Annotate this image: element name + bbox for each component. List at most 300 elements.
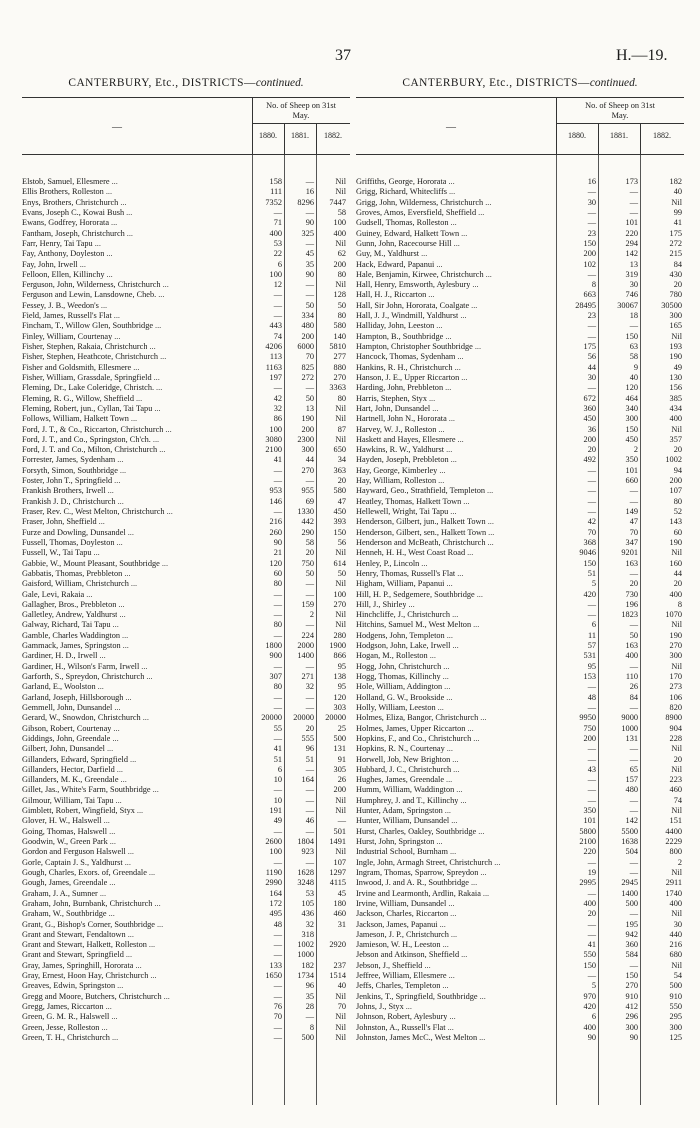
sheep-count-1880: —: [273, 311, 282, 321]
leader-dots: ...: [405, 1002, 412, 1011]
sheep-count-1882: Nil: [671, 960, 682, 970]
owner-name: Fincham, T., Willow Glen, Southbridge: [22, 321, 154, 331]
sheep-count-1880: 28495: [575, 300, 596, 310]
owner-name: Gallagher, Bros., Prebbleton: [22, 599, 117, 609]
sheep-count-1880: 22: [273, 249, 282, 259]
owner-name: Gudsell, Thomas, Rolleston: [356, 218, 449, 228]
table-row: [22, 497, 350, 507]
page-number: 37: [335, 47, 351, 64]
leader-dots: ...: [150, 971, 157, 981]
sheep-count-1880: 9046: [579, 548, 596, 558]
leader-dots: ...: [109, 837, 116, 846]
sheep-count-1881: —: [629, 857, 638, 867]
owner-name: Gillanders, Hector, Darfield: [22, 764, 115, 774]
table-row: [356, 940, 684, 950]
sheep-count-1881: 149: [625, 507, 638, 516]
sheep-count-1882: 193: [669, 342, 682, 351]
sheep-count-1880: 42: [587, 517, 596, 527]
owner-name: Jamieson, W. H., Leeston: [356, 940, 441, 950]
leader-dots: ...: [453, 764, 460, 774]
leader-dots: ...: [162, 280, 169, 290]
leader-dots: ...: [428, 393, 436, 403]
table-row: [22, 610, 350, 620]
sheep-count-1882: 125: [669, 1032, 682, 1042]
sheep-count-1880: 120: [269, 558, 282, 568]
table-row: [22, 940, 350, 950]
owner-name: Holmes, James, Upper Riccarton: [356, 723, 466, 733]
leader-dots: ...: [448, 971, 455, 981]
sheep-count-1881: 294: [625, 238, 638, 248]
sheep-count-1882: [316, 950, 348, 960]
sheep-count-1882: 277: [333, 352, 346, 362]
leader-dots: ...: [447, 1022, 454, 1032]
sheep-count-1882: 30: [673, 919, 682, 929]
right-year-1880: 1880.: [568, 131, 586, 140]
owner-name: Grant and Stewart, Springfield: [22, 950, 124, 960]
owner-name: Farr, Henry, Tai Tapu: [22, 238, 93, 248]
sheep-count-1881: 2945: [621, 878, 638, 888]
sheep-count-1880: 95: [587, 661, 596, 671]
owner-name: Gardiner, H., Wilson's Farm, Irwell: [22, 661, 140, 671]
sheep-count-1880: 23: [587, 311, 596, 321]
table-row: [22, 878, 350, 888]
sheep-count-1881: 50: [629, 630, 638, 640]
sheep-count-1881: —: [629, 806, 638, 816]
owner-name: Garforth, S., Spreydon, Christchurch: [22, 672, 145, 681]
owner-name: Fussell, W., Tai Tapu: [22, 548, 92, 558]
owner-name: Jeffree, William, Ellesmere: [356, 971, 447, 981]
owner-name: Hole, William, Addington: [356, 682, 443, 692]
sheep-count-1881: 2: [309, 610, 314, 620]
leader-dots: ...: [152, 785, 159, 795]
leader-dots: ...: [446, 692, 453, 702]
sheep-count-1881: 1400: [297, 651, 314, 661]
sheep-count-1882: 866: [333, 651, 346, 661]
sheep-count-1882: 99: [673, 207, 682, 217]
owner-name: Gaisford, William, Christchurch: [22, 579, 129, 589]
leader-dots: ...: [105, 1002, 112, 1011]
sheep-count-1880: —: [273, 300, 282, 310]
leader-dots: ...: [113, 311, 121, 321]
table-row: [356, 930, 684, 940]
leader-dots: ...: [119, 610, 126, 620]
right-title-text: CANTERBURY, Etc., DISTRICTS—: [402, 77, 590, 89]
leader-dots: ...: [108, 909, 115, 919]
sheep-count-1880: 3080: [265, 434, 282, 444]
sheep-count-1881: 2: [633, 445, 638, 455]
sheep-count-1881: 350: [625, 455, 638, 465]
sheep-count-1880: 200: [583, 733, 596, 743]
table-row: [356, 466, 684, 476]
sheep-count-1881: 50: [305, 393, 314, 403]
sheep-count-1881: 6000: [297, 342, 314, 351]
leader-dots: ...: [446, 775, 453, 785]
leader-dots: ...: [448, 414, 456, 424]
sheep-count-1880: 2100: [265, 445, 282, 455]
sheep-count-1880: —: [273, 950, 282, 960]
sheep-count-1882: 400: [669, 589, 682, 599]
table-row: [356, 548, 684, 558]
sheep-count-1880: —: [587, 383, 596, 393]
owner-name: Graham, W., Southbridge: [22, 909, 107, 919]
sheep-count-1881: 1734: [297, 971, 314, 981]
sheep-count-1882: 273: [669, 682, 682, 692]
sheep-count-1881: 436: [301, 909, 314, 919]
sheep-count-1881: 70: [629, 527, 638, 537]
leader-dots: ...: [471, 300, 478, 310]
table-row: [22, 394, 350, 404]
sheep-count-1880: 2100: [579, 837, 596, 846]
leader-dots: ...: [114, 702, 121, 712]
sheep-count-1880: 400: [269, 228, 282, 238]
sheep-count-1881: 50: [305, 300, 314, 310]
sheep-count-1880: 111: [270, 187, 282, 197]
owner-name: Gray, James, Springhill, Hororata: [22, 960, 134, 970]
sheep-count-1882: 100: [333, 589, 346, 599]
sheep-count-1882: 300: [669, 651, 682, 661]
sheep-count-1881: —: [629, 321, 638, 331]
sheep-count-1880: 90: [273, 537, 282, 547]
leader-dots: ...: [436, 321, 443, 331]
table-row: [356, 301, 684, 311]
table-row: [356, 187, 684, 197]
leader-dots: ...: [125, 950, 133, 960]
sheep-count-1881: 464: [625, 393, 638, 403]
owner-name: Fantham, Joseph, Christchurch: [22, 228, 125, 238]
owner-name: Gunn, John, Racecourse Hill: [356, 238, 452, 248]
owner-name: Forrester, James, Sydenham: [22, 455, 116, 465]
table-row: [22, 239, 350, 249]
owner-name: Henderson, Gilbert, jun., Halkett Town: [356, 517, 486, 527]
table-row: [356, 734, 684, 744]
sheep-count-1881: 412: [625, 1002, 638, 1011]
owner-name: Jackson, James, Papanui: [356, 919, 438, 929]
owner-name: Hawkins, R. W., Yaldhurst: [356, 445, 445, 455]
owner-name: Fleming, Robert, jun., Cyllan, Tai Tapu: [22, 403, 153, 413]
owner-name: Foster, John T., Springfield: [22, 476, 113, 486]
sheep-count-1880: 150: [583, 558, 596, 568]
sheep-count-1881: 16: [305, 187, 314, 197]
sheep-count-1882: Nil: [671, 909, 682, 919]
owner-name: Guiney, Edward, Halkett Town: [356, 228, 460, 238]
sheep-count-1881: 84: [629, 692, 638, 702]
owner-name: Hellewell, Wright, Tai Tapu: [356, 507, 449, 516]
sheep-count-1881: 2300: [297, 434, 314, 444]
sheep-count-1881: 142: [625, 249, 638, 259]
owner-name: Greaves, Edwin, Springston: [22, 981, 116, 991]
table-row: [356, 435, 684, 445]
sheep-count-1881: —: [305, 692, 314, 702]
table-row: [356, 785, 684, 795]
sheep-count-1882: 156: [669, 383, 682, 393]
sheep-count-1881: 1002: [297, 940, 314, 950]
sheep-count-1882: Nil: [335, 579, 346, 589]
leader-dots: ...: [125, 692, 132, 702]
sheep-count-1881: 1823: [621, 610, 638, 620]
sheep-count-1880: 158: [269, 177, 282, 186]
table-row: [356, 373, 684, 383]
left-year-1881: 1881.: [291, 131, 309, 140]
owner-name: Gabbie, W., Mount Pleasant, Southbridge: [22, 558, 160, 568]
sheep-count-1882: 200: [333, 785, 346, 795]
sheep-count-1882: 3363: [329, 383, 346, 393]
sheep-count-1880: 146: [269, 496, 282, 506]
table-row: [22, 693, 350, 703]
owner-name: Hartnell, John N., Hororata: [356, 414, 447, 424]
leader-dots: ...: [487, 537, 494, 547]
sheep-count-1880: —: [273, 692, 282, 702]
owner-name: Johns, J., Styx: [356, 1002, 404, 1011]
leader-dots: ...: [126, 228, 134, 238]
sheep-count-1880: 51: [587, 568, 596, 578]
sheep-count-1881: —: [629, 909, 638, 919]
table-row: [356, 806, 684, 816]
left-table-body: [22, 177, 350, 1043]
owner-name: Guy, M., Yaldhurst: [356, 249, 420, 259]
sheep-count-1880: —: [587, 476, 596, 486]
sheep-count-1880: —: [587, 682, 596, 692]
sheep-count-1882: 434: [669, 403, 682, 413]
sheep-count-1882: 20000: [325, 713, 346, 723]
table-row: [22, 889, 350, 899]
sheep-count-1881: 584: [625, 950, 638, 960]
sheep-count-1882: 295: [669, 1012, 682, 1022]
owner-name: Gillanders, Edward, Springfield: [22, 754, 128, 764]
sheep-count-1881: —: [305, 795, 314, 805]
owner-name: Hunter, Adam, Springston: [356, 806, 443, 816]
leader-dots: ...: [448, 898, 455, 908]
owner-name: Hogan, M., Rolleston: [356, 651, 428, 661]
leader-dots: ...: [451, 816, 458, 826]
table-row: [356, 992, 684, 1002]
leader-dots: ...: [436, 837, 443, 846]
sheep-count-1880: 970: [583, 991, 596, 1001]
sheep-count-1882: 80: [337, 393, 346, 403]
sheep-count-1881: 47: [629, 517, 638, 527]
leader-dots: ...: [103, 816, 110, 826]
sheep-count-1881: 271: [301, 672, 314, 681]
owner-name: Hill, J., Shirley: [356, 599, 407, 609]
leader-dots: ...: [111, 218, 118, 228]
sheep-count-1881: 8: [309, 1022, 314, 1032]
table-row: [22, 198, 350, 208]
sheep-count-1880: 2995: [579, 878, 596, 888]
sheep-count-1880: 307: [269, 672, 282, 681]
sheep-count-1882: 95: [337, 661, 346, 671]
sheep-count-1880: —: [587, 507, 596, 516]
sheep-count-1880: 5: [591, 981, 596, 991]
table-row: [22, 187, 350, 197]
sheep-count-1881: 182: [301, 960, 314, 970]
sheep-count-1882: Nil: [671, 331, 682, 341]
sheep-count-1882: 54: [673, 971, 682, 981]
sheep-count-1882: 140: [333, 331, 346, 341]
sheep-count-1881: —: [305, 383, 314, 393]
left-title-italic: continued.: [255, 77, 304, 89]
sheep-count-1881: 58: [305, 537, 314, 547]
leader-dots: ...: [156, 919, 164, 929]
owner-name: Ingram, Thomas, Sparrow, Spreydon: [356, 867, 479, 877]
table-row: [22, 981, 350, 991]
sheep-count-1880: 153: [583, 672, 596, 681]
sheep-count-1881: 53: [305, 888, 314, 898]
sheep-count-1880: 20000: [261, 713, 282, 723]
sheep-count-1880: 400: [583, 898, 596, 908]
sheep-count-1882: Nil: [335, 1012, 346, 1022]
owner-name: Garland, E., Woolston: [22, 682, 96, 692]
table-row: [356, 971, 684, 981]
table-row: [22, 280, 350, 290]
owner-name: Hale, Benjamin, Kirwee, Christchurch: [356, 269, 484, 279]
leader-dots: ...: [485, 269, 492, 279]
sheep-count-1882: 47: [337, 496, 346, 506]
table-row: [22, 1023, 350, 1033]
owner-name: Gimblett, Robert, Wingfield, Styx: [22, 806, 135, 816]
sheep-count-1882: Nil: [335, 620, 346, 630]
leader-dots: ...: [135, 393, 143, 403]
table-row: [22, 785, 350, 795]
sheep-count-1882: 400: [669, 414, 682, 424]
owner-name: Gilmour, William, Tai Tapu: [22, 795, 114, 805]
leader-dots: ...: [446, 744, 453, 754]
sheep-count-1881: 105: [301, 898, 314, 908]
table-row: [22, 208, 350, 218]
sheep-count-1880: 10: [273, 775, 282, 785]
sheep-count-1881: 200: [301, 424, 314, 434]
sheep-count-1882: 95: [337, 682, 346, 692]
sheep-count-1881: —: [305, 661, 314, 671]
leader-dots: ...: [126, 207, 133, 217]
sheep-count-1881: 40: [629, 372, 638, 382]
owner-name: Fraser, John, Sheffield: [22, 517, 97, 527]
sheep-count-1882: 393: [333, 517, 346, 527]
table-row: [356, 394, 684, 404]
right-table-body: [356, 177, 684, 1043]
leader-dots: ...: [438, 424, 445, 434]
sheep-count-1880: 5800: [579, 826, 596, 836]
sheep-count-1881: 195: [625, 919, 638, 929]
table-row: [22, 538, 350, 548]
table-row: [356, 455, 684, 465]
sheep-count-1881: 90: [305, 218, 314, 228]
sheep-count-1882: 1900: [329, 641, 346, 651]
sheep-count-1880: 216: [269, 517, 282, 527]
table-row: [356, 425, 684, 435]
sheep-count-1881: 910: [625, 991, 638, 1001]
leader-dots: ...: [136, 806, 144, 816]
leader-dots: ...: [473, 733, 480, 743]
leader-dots: ...: [116, 764, 123, 774]
table-row: [356, 1002, 684, 1012]
sheep-count-1881: 45: [305, 249, 314, 259]
sheep-count-1882: 130: [669, 372, 682, 382]
sheep-count-1882: 237: [333, 960, 346, 970]
sheep-count-1882: Nil: [335, 280, 346, 290]
sheep-count-1880: —: [273, 661, 282, 671]
owner-name: Henry, Thomas, Russell's Flat: [356, 568, 456, 578]
table-row: [356, 610, 684, 620]
sheep-count-1880: 443: [269, 321, 282, 331]
sheep-count-1881: 20: [305, 723, 314, 733]
owner-name: Galletley, Andrew, Yaldhurst: [22, 610, 118, 620]
owner-name: Hampton, Christopher Southbridge: [356, 342, 473, 351]
leader-dots: ...: [480, 713, 487, 723]
sheep-count-1882: 120: [333, 692, 346, 702]
sheep-count-1881: 9201: [621, 548, 638, 558]
sheep-count-1882: 31: [337, 919, 346, 929]
leader-dots: ...: [467, 548, 474, 558]
sheep-count-1882: 175: [669, 228, 682, 238]
owner-name: Fisher and Goldsmith, Ellesmere: [22, 362, 132, 372]
owner-name: Ford, J. T. and Co., Milton, Christchurch: [22, 445, 158, 455]
owner-name: Ferguson and Lewin, Lansdowne, Cheb.: [22, 290, 157, 300]
table-row: [22, 177, 350, 187]
sheep-count-1881: 163: [625, 558, 638, 568]
leader-dots: ...: [408, 599, 415, 609]
sheep-count-1880: 495: [269, 909, 282, 919]
owner-name: Goodwin, W., Green Park: [22, 837, 108, 846]
table-row: [22, 301, 350, 311]
sheep-count-1881: 30067: [617, 300, 638, 310]
sheep-count-1880: —: [587, 785, 596, 795]
sheep-count-1882: Nil: [671, 661, 682, 671]
sheep-count-1880: 420: [583, 589, 596, 599]
leader-dots: ...: [109, 826, 116, 836]
owner-name: Holland, G. W., Brookside: [356, 692, 445, 702]
sheep-count-1880: 80: [273, 682, 282, 692]
table-row: [22, 352, 350, 362]
owner-name: Grigg, Richard, Whitecliffs: [356, 187, 447, 197]
sheep-count-1882: 62: [337, 249, 346, 259]
sheep-count-1880: —: [587, 187, 596, 197]
leader-dots: ...: [154, 403, 161, 413]
sheep-count-1881: 200: [301, 331, 314, 341]
sheep-count-1882: 430: [669, 269, 682, 279]
sheep-count-1881: 450: [625, 434, 638, 444]
sheep-count-1881: 32: [305, 682, 314, 692]
sheep-count-1881: —: [305, 806, 314, 816]
leader-dots: ...: [439, 919, 446, 929]
table-row: [356, 208, 684, 218]
owner-name: Hubbard, J. C., Christchurch: [356, 764, 452, 774]
leader-dots: ...: [443, 661, 450, 671]
sheep-count-1880: 57: [587, 641, 596, 651]
table-row: [22, 806, 350, 816]
sheep-count-1882: 650: [333, 445, 346, 455]
leader-dots: ...: [421, 249, 428, 259]
sheep-count-1880: —: [273, 991, 282, 1001]
sheep-count-1881: 20: [305, 548, 314, 558]
table-row: [356, 280, 684, 290]
sheep-count-1881: 8296: [297, 197, 314, 207]
sheep-count-1880: 19: [587, 867, 596, 877]
sheep-count-1880: —: [587, 465, 596, 475]
sheep-count-1881: —: [629, 867, 638, 877]
sheep-count-1882: 303: [333, 702, 346, 712]
sheep-count-1880: 32: [273, 403, 282, 413]
table-row: [356, 662, 684, 672]
leader-dots: ...: [479, 991, 486, 1001]
table-row: [356, 342, 684, 352]
sheep-count-1880: 10: [273, 795, 282, 805]
table-row: [356, 816, 684, 826]
sheep-count-1880: —: [273, 1022, 282, 1032]
owner-name: Fisher, William, Grassdale, Springfield: [22, 372, 152, 382]
leader-dots: ...: [445, 383, 452, 393]
leader-dots: ...: [159, 445, 166, 455]
sheep-count-1881: 164: [301, 775, 314, 785]
sheep-count-1880: —: [273, 465, 282, 475]
